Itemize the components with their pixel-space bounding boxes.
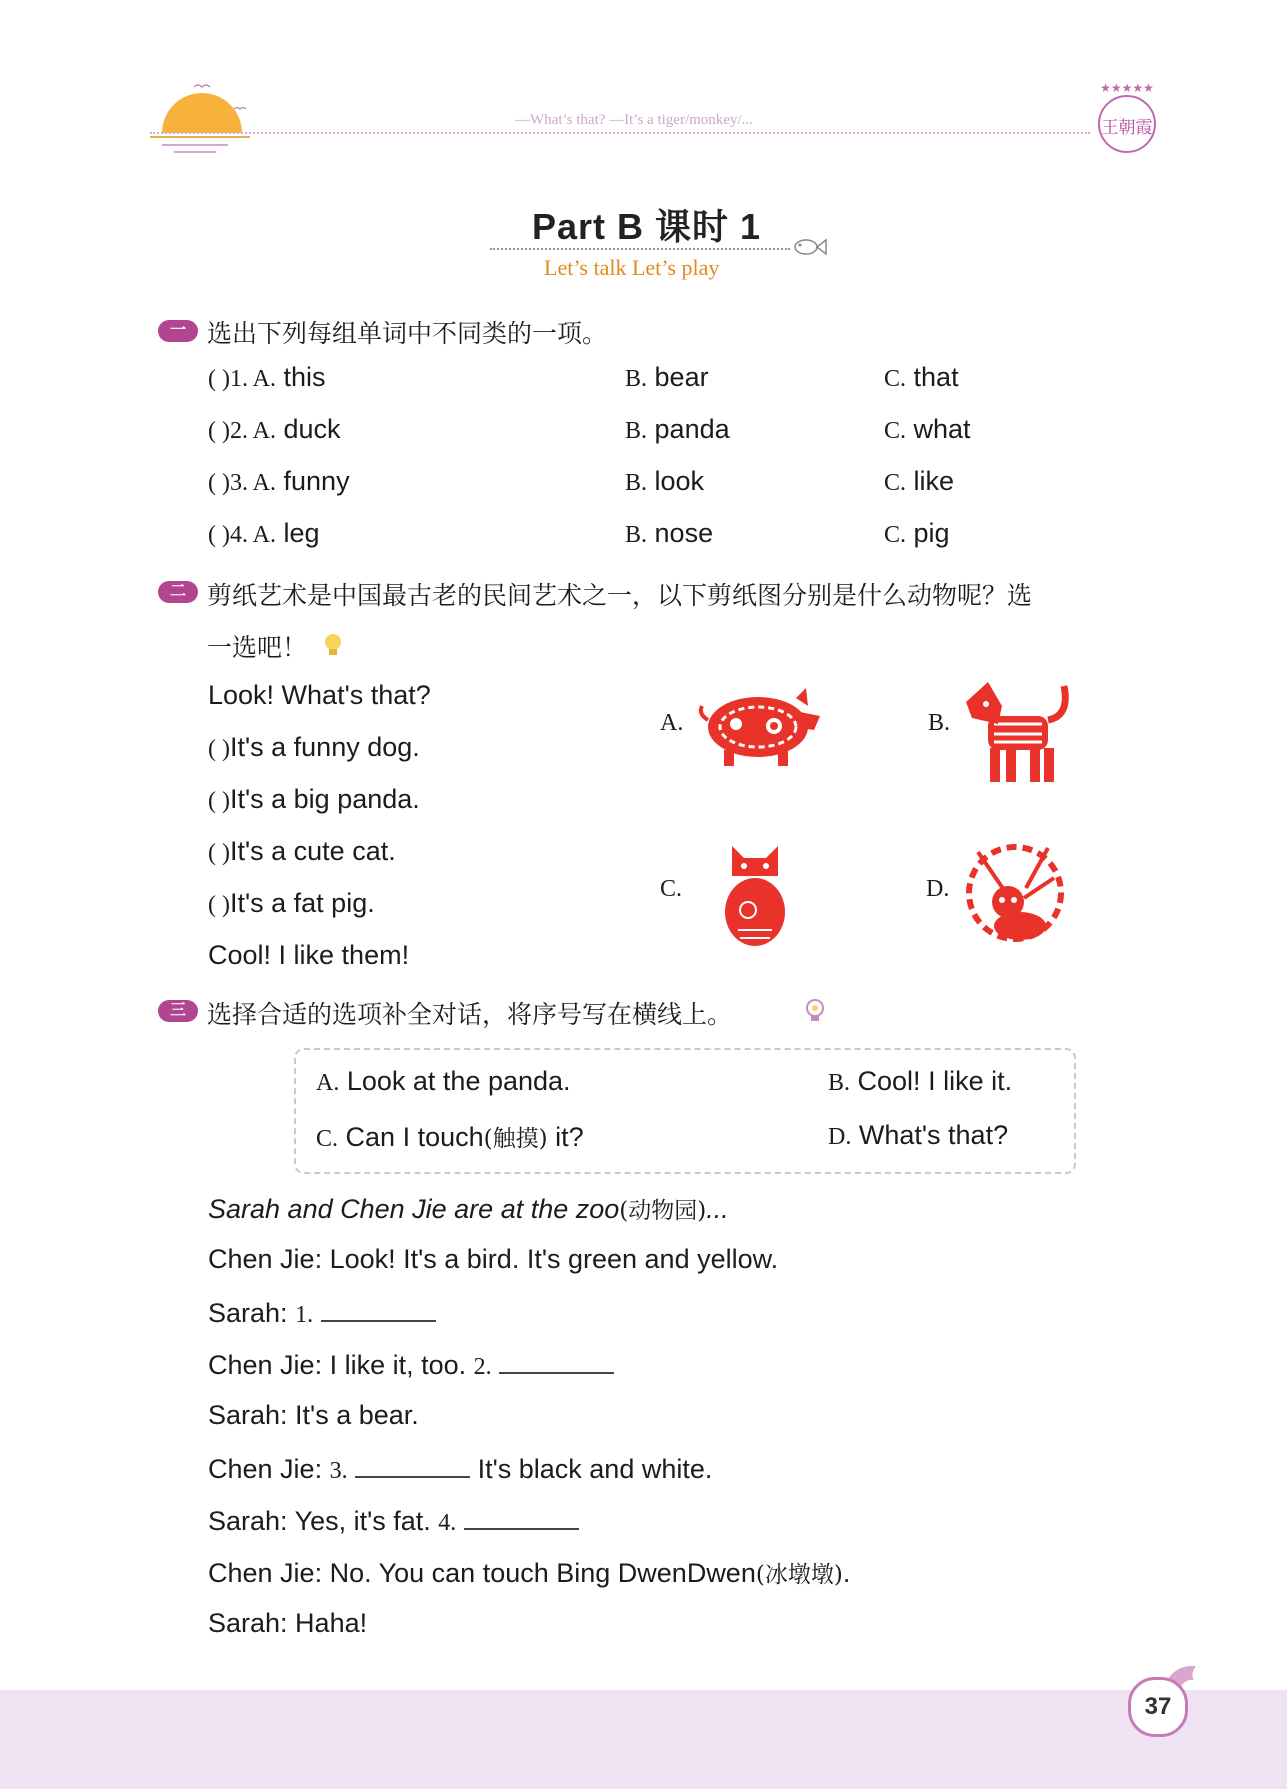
section-badge-1: 一 <box>158 320 198 342</box>
paper-cut-pig-image <box>696 682 826 772</box>
option-a: funny <box>283 466 350 496</box>
section-1-instruction: 选出下列每组单词中不同类的一项。 <box>207 320 608 348</box>
image-label-b: B. <box>928 710 951 736</box>
option-text-end: it? <box>547 1122 584 1152</box>
brand-logo <box>1088 78 1166 164</box>
match-sentence: It's a fat pig. <box>229 888 375 918</box>
option-b-cell <box>625 466 704 497</box>
option-label: C. <box>316 1126 339 1152</box>
question-row <box>208 414 341 445</box>
option-c-label: C. <box>884 522 907 548</box>
question-number: 2. A. <box>229 418 276 444</box>
answer-blank[interactable]: ( ) <box>208 470 230 496</box>
blank-number: 2. <box>473 1354 492 1380</box>
option-b-cell <box>625 414 730 445</box>
scene-ellipsis: ... <box>706 1194 729 1224</box>
blank-number: 1. <box>295 1302 314 1328</box>
answer-line-4[interactable] <box>464 1504 579 1530</box>
option-c: like <box>913 466 955 496</box>
image-label-a: A. <box>660 710 684 736</box>
section-2-instruction-line1: 剪纸艺术是中国最古老的民间艺术之一，以下剪纸图分别是什么动物呢？选 <box>207 582 1033 610</box>
dialogue-line-8: Sarah: Haha! <box>208 1608 368 1638</box>
dialogue-text: Chen Jie: No. You can touch Bing DwenDwen <box>208 1558 756 1588</box>
dialogue-text: It's black and white. <box>470 1454 713 1484</box>
option-b: bear <box>654 362 709 392</box>
gloss-note: (冰墩墩) <box>755 1562 843 1588</box>
image-label-d: D. <box>926 876 950 902</box>
dialogue-line-5 <box>208 1452 712 1485</box>
option-b-label: B. <box>625 418 648 444</box>
answer-blank[interactable]: ( ) <box>208 788 230 814</box>
option-b-label: B. <box>625 522 648 548</box>
image-label-c: C. <box>660 876 683 902</box>
answer-blank[interactable]: ( ) <box>208 418 230 444</box>
paper-cut-dog-image <box>958 676 1073 786</box>
option-c-line <box>316 1120 584 1153</box>
option-text: Cool! I like it. <box>857 1066 1013 1096</box>
lightbulb-icon <box>804 998 826 1024</box>
option-c: pig <box>913 518 950 548</box>
option-b: nose <box>654 518 714 548</box>
page-title: Part B 课时 1 <box>532 206 762 247</box>
option-c-cell <box>884 518 950 549</box>
lightbulb-icon <box>322 632 344 658</box>
option-c-label: C. <box>884 418 907 444</box>
dialogue-line-3 <box>208 1348 614 1381</box>
option-b-cell <box>625 518 713 549</box>
dialogue-line-2 <box>208 1296 436 1329</box>
match-sentence: It's a big panda. <box>229 784 420 814</box>
page-number: 37 <box>1128 1677 1188 1737</box>
speaker: Chen Jie: <box>208 1454 330 1484</box>
page-subtitle: Let’s talk Let’s play <box>544 255 720 280</box>
running-title: —What’s that? —It’s a tiger/monkey/... <box>515 112 753 128</box>
option-c-label: C. <box>884 470 907 496</box>
title-divider <box>490 248 790 250</box>
section-3-instruction: 选择合适的选项补全对话，将序号写在横线上。 <box>207 1001 733 1029</box>
svg-text:★★★★★: ★★★★★ <box>1100 81 1154 95</box>
section-badge-3: 三 <box>158 1000 198 1022</box>
answer-blank[interactable]: ( ) <box>208 840 230 866</box>
option-c: that <box>913 362 959 392</box>
match-sentence: It's a cute cat. <box>229 836 396 866</box>
option-label: A. <box>316 1070 340 1096</box>
section-2-instruction-line2: 一选吧！ <box>207 634 308 662</box>
option-c-cell <box>884 362 959 393</box>
option-label: B. <box>828 1070 851 1096</box>
question-row <box>208 362 326 393</box>
match-row <box>208 732 420 763</box>
dialogue-line-6 <box>208 1504 579 1537</box>
option-a: leg <box>283 518 320 548</box>
option-b: panda <box>654 414 730 444</box>
option-label: D. <box>828 1124 852 1150</box>
match-row <box>208 836 396 867</box>
dialogue-text: Chen Jie: I like it, too. <box>208 1350 474 1380</box>
option-b-line <box>828 1066 1012 1097</box>
option-d-line <box>828 1120 1008 1151</box>
option-b-label: B. <box>625 366 648 392</box>
answer-line-2[interactable] <box>499 1348 614 1374</box>
header-divider <box>150 132 1090 134</box>
option-text: Can I touch <box>345 1122 484 1152</box>
dialogue-line-4: Sarah: It's a bear. <box>208 1400 419 1430</box>
question-number: 3. A. <box>229 470 276 496</box>
dialogue-line-1: Chen Jie: Look! It's a bird. It's green and yellow. <box>208 1244 779 1274</box>
option-c-label: C. <box>884 366 907 392</box>
option-c: what <box>913 414 971 444</box>
header <box>0 0 1287 160</box>
option-a-line <box>316 1066 571 1097</box>
footer-band <box>0 1690 1287 1789</box>
question-row <box>208 466 350 497</box>
speaker: Sarah: <box>208 1298 296 1328</box>
scene-text: Sarah and Chen Jie are at the zoo <box>208 1194 620 1224</box>
section-badge-2: 二 <box>158 581 198 603</box>
answer-blank[interactable]: ( ) <box>208 366 230 392</box>
question-row <box>208 518 320 549</box>
scene-description <box>208 1192 729 1225</box>
option-b-label: B. <box>625 470 648 496</box>
brand-name: 王朝霞 <box>1101 118 1153 138</box>
option-c-cell <box>884 414 971 445</box>
answer-line-3[interactable] <box>355 1452 470 1478</box>
answer-line-1[interactable] <box>321 1296 436 1322</box>
option-a: duck <box>283 414 341 444</box>
sunset-icon <box>150 75 260 155</box>
match-row <box>208 888 375 919</box>
blank-number: 4. <box>438 1510 457 1536</box>
blank-number: 3. <box>329 1458 348 1484</box>
question-number: 1. A. <box>229 366 276 392</box>
option-b: look <box>654 466 705 496</box>
paper-cut-cat-image <box>718 840 792 948</box>
answer-blank[interactable]: ( ) <box>208 736 230 762</box>
paper-cut-panda-image <box>964 838 1066 948</box>
option-c-cell <box>884 466 954 497</box>
gloss-note: (动物园) <box>619 1198 707 1224</box>
section-2-intro: Look! What's that? <box>208 680 431 710</box>
option-b-cell <box>625 362 709 393</box>
answer-blank[interactable]: ( ) <box>208 522 230 548</box>
answer-blank[interactable]: ( ) <box>208 892 230 918</box>
dialogue-line-7 <box>208 1556 850 1589</box>
option-text: Look at the panda. <box>346 1066 571 1096</box>
match-sentence: It's a funny dog. <box>229 732 420 762</box>
section-2-outro: Cool! I like them! <box>208 940 410 970</box>
match-row <box>208 784 420 815</box>
dialogue-text: Sarah: Yes, it's fat. <box>208 1506 439 1536</box>
gloss-note: (触摸) <box>483 1126 548 1152</box>
dialogue-text-end: . <box>842 1558 851 1588</box>
options-box <box>294 1048 1076 1174</box>
question-number: 4. A. <box>229 522 276 548</box>
option-text: What's that? <box>858 1120 1009 1150</box>
fish-icon <box>792 236 828 258</box>
option-a: this <box>283 362 326 392</box>
